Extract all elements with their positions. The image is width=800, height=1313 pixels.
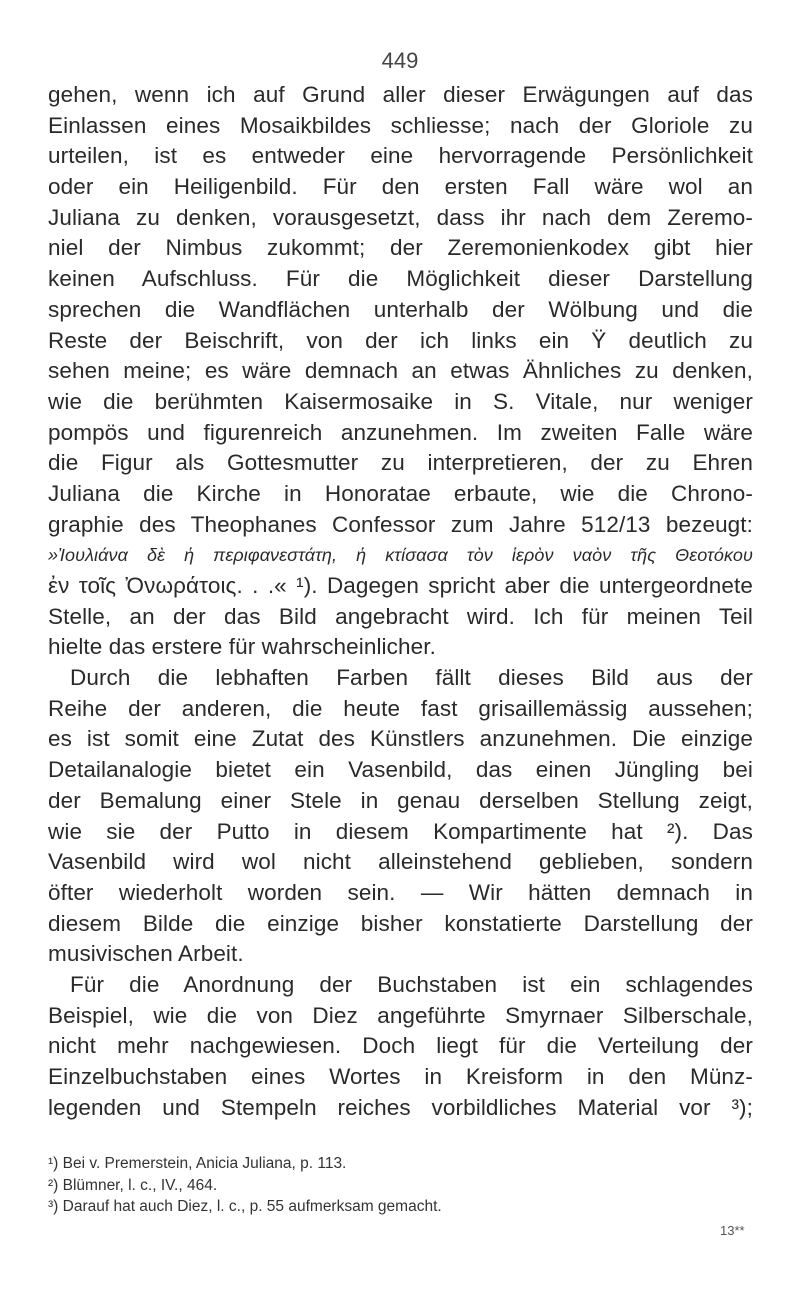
body-text (48, 80, 753, 1123)
body-line: Vasenbild wird wol nicht alleinstehend geblieben, sondern (48, 849, 753, 875)
body-line: gehen, wenn ich auf Grund aller dieser Erwägungen auf das (48, 82, 753, 107)
body-line: wie sie der Putto in diesem Kompartimente hat ²). Das (48, 818, 753, 844)
body-line: Detailanalogie bietet ein Vasenbild, das einen Jüngling bei (48, 757, 753, 783)
body-line: Einlassen eines Mosaikbildes schliesse; nach der Gloriole zu (48, 112, 753, 138)
body-line: hielte das erstere für wahrscheinlicher. (48, 634, 436, 660)
body-line: sehen meine; es wäre demnach an etwas Ähnliches zu denken, (48, 358, 753, 384)
body-line: Einzelbuchstaben eines Wortes in Kreisform in den Münz- (48, 1064, 753, 1089)
greek-quote-line: »Ἰουλιάνα δὲ ἡ περιφανεστάτη, ἡ κτίσασα τὸν ἱερὸν ναὸν τῆς Θεοτόκου (48, 545, 753, 566)
body-line: Reihe der anderen, die heute fast grisaillemässig aussehen; (48, 695, 753, 721)
body-line: der Bemalung einer Stele in genau derselben Stellung zeigt, (48, 787, 753, 813)
body-line: Reste der Beischrift, von der ich links ein Ÿ deutlich zu (48, 327, 753, 353)
footnote: ³) Darauf hat auch Diez, l. c., p. 55 aufmerksam gemacht. (48, 1198, 442, 1215)
body-line: Juliana die Kirche in Honoratae erbaute, wie die Chrono- (48, 480, 753, 506)
footnote: ¹) Bei v. Premerstein, Anicia Juliana, p. 113. (48, 1155, 347, 1172)
body-line: nicht mehr nachgewiesen. Doch liegt für die Verteilung der (48, 1033, 753, 1059)
body-line: wie die berühmten Kaisermosaike in S. Vitale, nur weniger (48, 388, 753, 414)
body-line: keinen Aufschluss. Für die Möglichkeit dieser Darstellung (48, 266, 753, 292)
page-number: 449 (381, 48, 419, 73)
body-line: oder ein Heiligenbild. Für den ersten Fall wäre wol an (48, 174, 753, 200)
signature-mark: 13** (720, 1223, 745, 1238)
body-line: legenden und Stempeln reiches vorbildliches Material vor ³); (48, 1094, 753, 1120)
body-line: ἐν τοῖς Ὀνωράτοις. . .« ¹). Dagegen spricht aber die untergeordnete (48, 573, 753, 598)
footnotes (48, 1153, 753, 1218)
body-line: graphie des Theophanes Confessor zum Jahre 512/13 bezeugt: (48, 511, 753, 537)
body-line: urteilen, ist es entweder eine hervorragende Persönlichkeit (48, 143, 753, 169)
body-line: niel der Nimbus zukommt; der Zeremonienkodex gibt hier (48, 235, 753, 261)
body-line: Juliana zu denken, vorausgesetzt, dass ihr nach dem Zeremo- (48, 204, 753, 230)
body-line: die Figur als Gottesmutter zu interpretieren, der zu Ehren (48, 450, 753, 476)
body-line: pompös und figurenreich anzunehmen. Im zweiten Falle wäre (48, 419, 753, 445)
footnote: ²) Blümner, l. c., IV., 464. (48, 1176, 218, 1194)
paragraph-start-line: Für die Anordnung der Buchstaben ist ein schlagendes (70, 971, 753, 997)
body-line: öfter wiederholt worden sein. — Wir hätten demnach in (48, 879, 753, 905)
paragraph-start-line: Durch die lebhaften Farben fällt dieses Bild aus der (70, 665, 753, 691)
body-line: diesem Bilde die einzige bisher konstatierte Darstellung der (48, 910, 753, 936)
body-line: sprechen die Wandflächen unterhalb der Wölbung und die (48, 296, 753, 322)
body-line: es ist somit eine Zutat des Künstlers anzunehmen. Die einzige (48, 726, 753, 752)
body-line: Beispiel, wie die von Diez angeführte Smyrnaer Silberschale, (48, 1002, 753, 1028)
body-line: Stelle, an der das Bild angebracht wird. Ich für meinen Teil (48, 603, 753, 629)
body-line: musivischen Arbeit. (48, 941, 244, 967)
